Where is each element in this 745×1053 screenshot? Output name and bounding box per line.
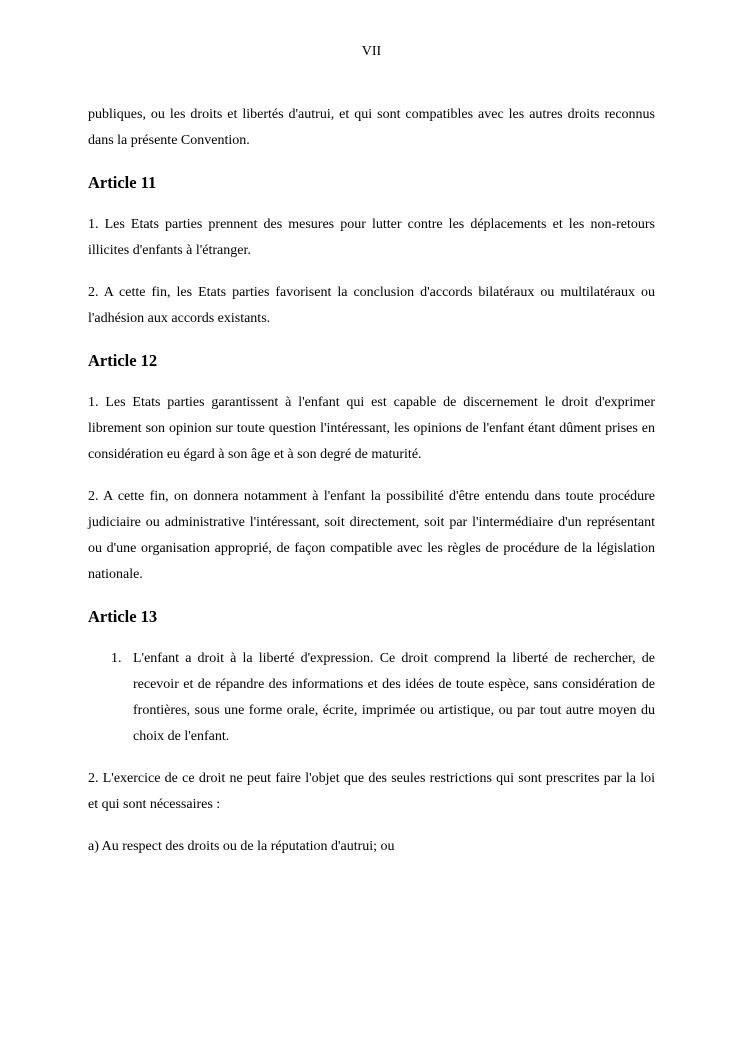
continuation-paragraph: publiques, ou les droits et libertés d'autrui, et qui sont compatibles avec les autres droits reconnus dans la présente Convention. (88, 107, 655, 148)
article-12-heading: Article 12 (88, 351, 158, 370)
article-11-paragraph-2: 2. A cette fin, les Etats parties favorisent la conclusion d'accords bilatéraux ou multilatéraux ou l'adhésion aux accords existants. (88, 285, 655, 326)
list-number: 1. (111, 651, 122, 666)
document-body (88, 102, 655, 860)
page-number: VII (361, 44, 382, 59)
article-11-paragraph-1: 1. Les Etats parties prennent des mesures pour lutter contre les déplacements et les non-retours illicites d'enfants à l'étranger. (88, 217, 655, 258)
article-12-paragraph-2: 2. A cette fin, on donnera notamment à l'enfant la possibilité d'être entendu dans toute procédure judiciaire ou administrative l'intéressant, soit directement, soit par l'intermédiaire d'un représentant ou d'une organisation approprié, de façon compatible avec les règles de procédure de la législation nationale. (88, 489, 655, 582)
article-11-heading: Article 11 (88, 173, 157, 192)
article-13-list-item-1 (88, 646, 655, 750)
list-item-text: L'enfant a droit à la liberté d'expression. Ce droit comprend la liberté de rechercher, de recevoir et de répandre des informations et des idées de toute espèce, sans considération de frontières, sous une forme orale, écrite, imprimée ou artistique, ou par tout autre moyen du choix de l'enfant. (133, 651, 655, 744)
article-13-paragraph-2: 2. L'exercice de ce droit ne peut faire l'objet que des seules restrictions qui sont prescrites par la loi et qui sont nécessaires : (88, 771, 655, 812)
article-13-heading: Article 13 (88, 607, 158, 626)
article-13-paragraph-a: a) Au respect des droits ou de la réputation d'autrui; ou (88, 839, 395, 854)
article-12-paragraph-1: 1. Les Etats parties garantissent à l'enfant qui est capable de discernement le droit d'exprimer librement son opinion sur toute question l'intéressant, les opinions de l'enfant étant dûment prises en considération eu égard à son âge et à son degré de maturité. (88, 395, 655, 462)
